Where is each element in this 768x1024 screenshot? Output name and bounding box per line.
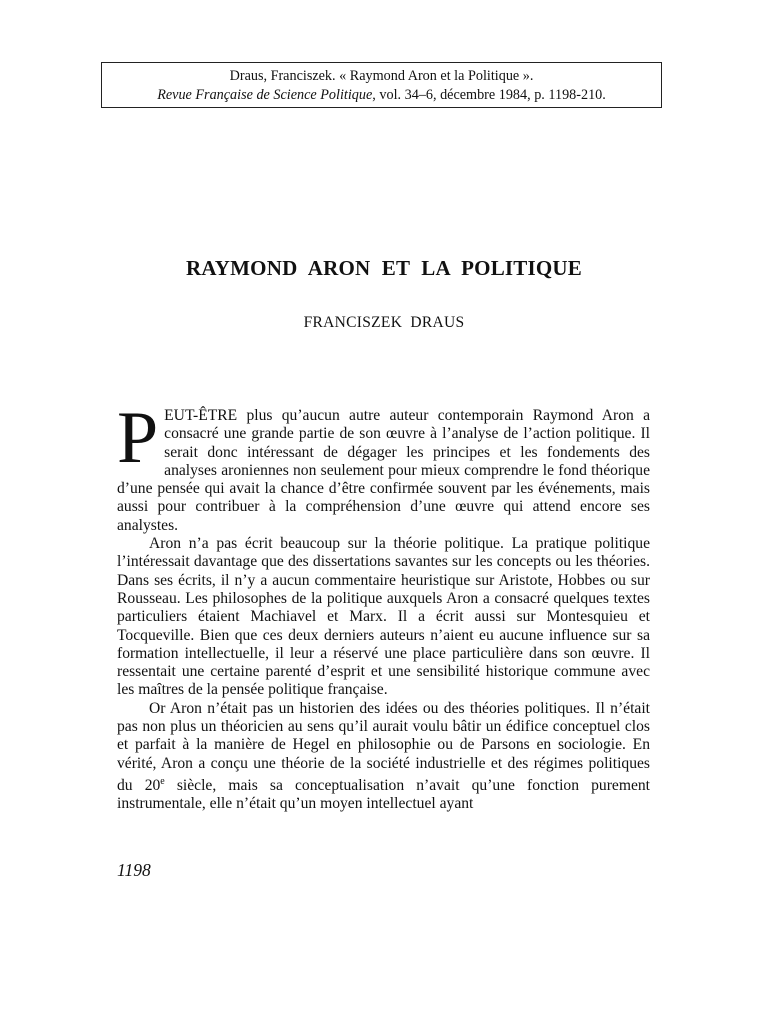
article-title: RAYMOND ARON ET LA POLITIQUE xyxy=(185,256,582,280)
journal-name: Revue Française de Science Politique xyxy=(157,87,373,103)
paragraph-1 xyxy=(117,397,650,535)
citation-line-1: Draus, Franciszek. « Raymond Aron et la Politique ». xyxy=(229,68,534,84)
paragraph-2: Aron n’a pas écrit beaucoup sur la théorie politique. La pratique politique l’intéressait davantage que des dissertations savantes sur les concepts ou les théories. Dans ses écrits, il n’y a aucun commentaire heuristique sur Aristote, Hobbes ou sur Rousseau. Les philosophes de la politique auxquels Aron a consacré quelques textes particuliers étaient Machiavel et Marx. Il a écrit aussi sur Montesquieu et Tocqueville. Bien que ces deux derniers auteurs n’aient eu aucune influence sur sa formation intellectuelle, il leur a réservé une place particulière dans son œuvre. Il ressentait une certaine parenté d’esprit et une sensibilité historique commune avec les maîtres de la pensée politique française. xyxy=(117,535,650,699)
paragraph-1-text: EUT-ÊTRE plus qu’aucun autre auteur contemporain Raymond Aron a consacré une grande partie de son œuvre à l’analyse de l’action politique. Il serait donc intéressant de dégager les principes et les fondements des analyses aroniennes non seulement pour mieux comprendre le fond théorique d’une pensée qui avait la chance d’être confirmée souvent par les événements, mais aussi pour contribuer à la compréhension d’une œuvre qui attend encore ses analystes. xyxy=(117,407,650,534)
citation-box xyxy=(101,62,662,108)
citation-details: , vol. 34–6, décembre 1984, p. 1198-210. xyxy=(372,87,606,103)
article-body xyxy=(117,397,650,814)
paragraph-3 xyxy=(117,700,650,814)
article-author: FRANCISZEK DRAUS xyxy=(303,314,465,331)
drop-cap: P xyxy=(117,397,159,479)
citation-line-2 xyxy=(102,86,661,105)
paragraph-3-before: Or Aron n’était pas un historien des idées ou des théories politiques. Il n’était pas non plus un théoricien au sens qu’il aurait voulu bâtir un édifice conceptuel clos et parfait à la manière de Hegel en philosophie ou de Parsons en sociologie. En vérité, Aron a conçu une théorie de la société industrielle et des régimes politiques du 20 xyxy=(117,699,650,795)
superscript-e: e xyxy=(160,775,165,787)
paragraph-3-after: siècle, mais sa conceptualisation n’avait qu’une fonction purement instrumentale, elle n’était qu’un moyen intellectuel ayant xyxy=(117,777,650,813)
page-number: 1198 xyxy=(117,860,151,880)
